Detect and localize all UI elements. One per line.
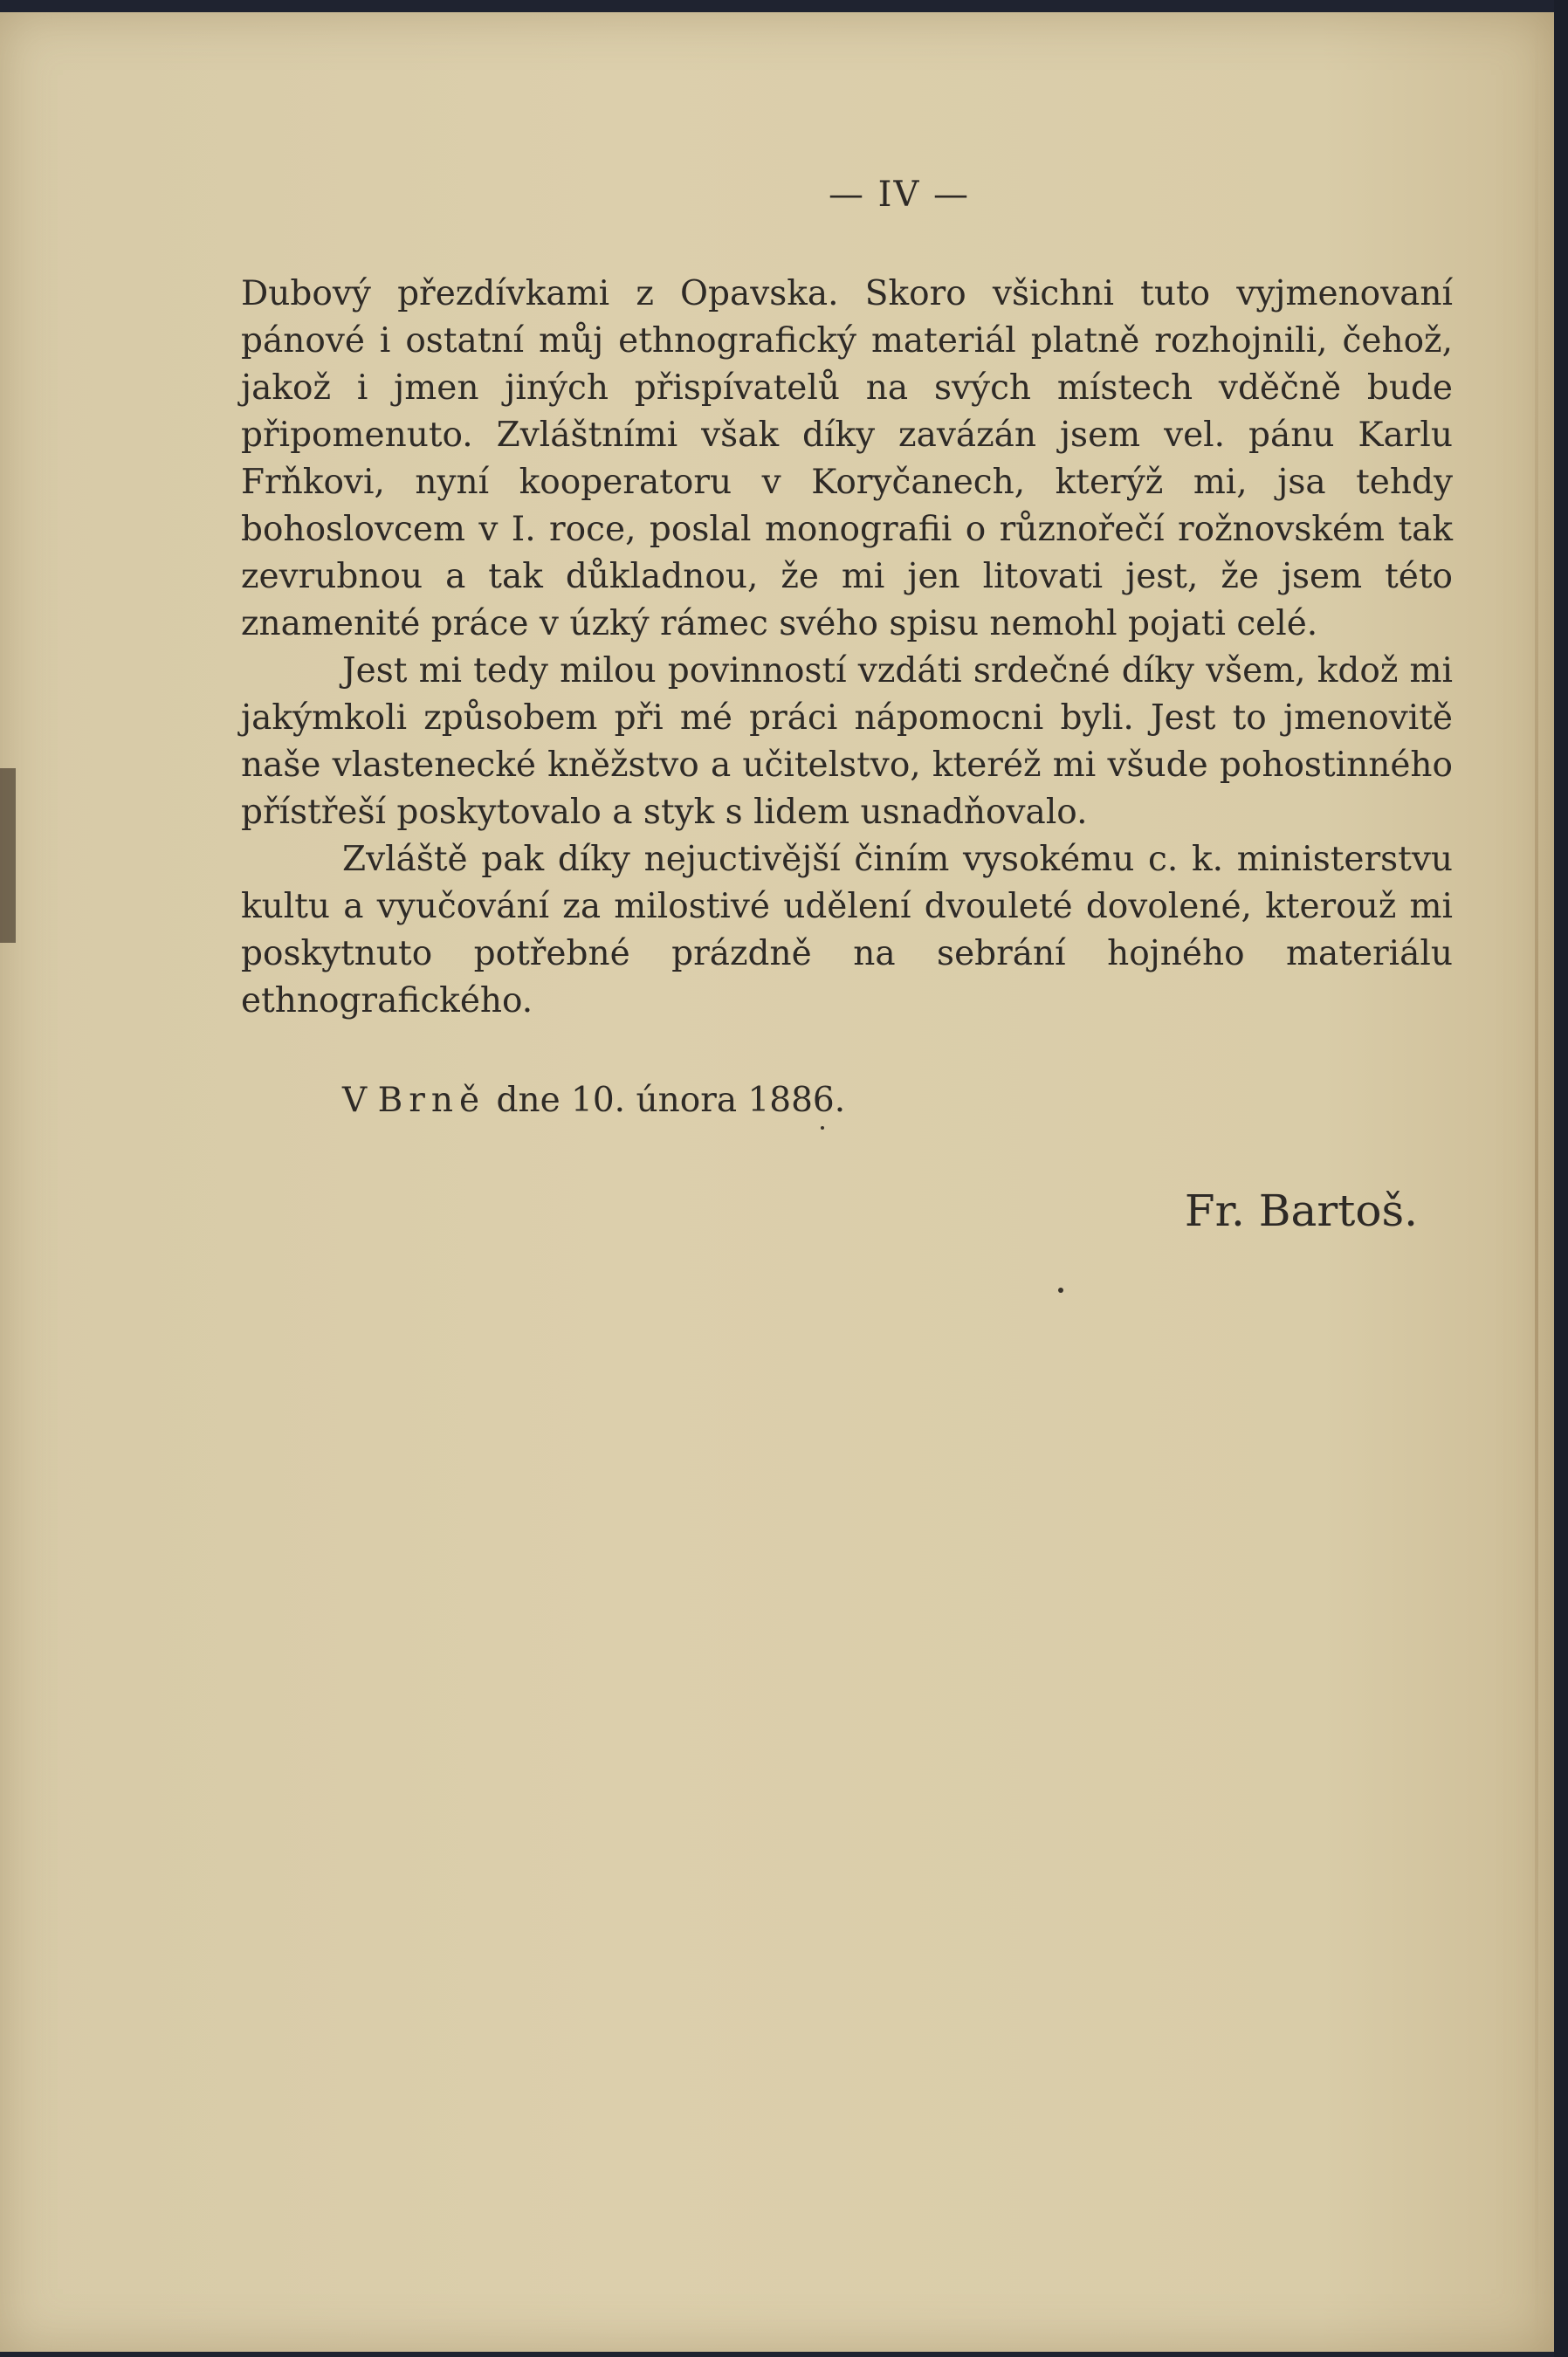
- page-number: — IV —: [828, 175, 971, 215]
- dateline-prefix: V: [342, 1081, 368, 1120]
- dateline: [342, 1077, 1453, 1124]
- page-fold-line: [1535, 12, 1538, 2352]
- paragraph-1: Dubový přezdívkami z Opavska. Skoro všichni tuto vyjmenovaní pánové i ostatní můj ethnografický materiál platně rozhojnili, čehož, jakož i jmen jiných přispívatelů na svých místech vděčně bude připomenuto. Zvláštními však díky zavázán jsem vel. pánu Karlu Frňkovi, nyní kooperatoru v Koryčanech, kterýž mi, jsa tehdy bohoslovcem v I. roce, poslal monografii o různořečí rožnovském tak zevrubnou a tak důkladnou, že mi jen litovati jest, že jsem této znamenité práce v úzký rámec svého spisu nemohl pojati celé.: [241, 274, 1453, 643]
- dateline-city: Brně: [377, 1081, 486, 1120]
- paragraph-2: Jest mi tedy milou povinností vzdáti srdečné díky všem, kdož mi jakýmkoli způsobem při mé práci nápomocni byli. Jest to jmenovitě naše vlastenecké kněžstvo a učitelstvo, kteréž mi všude pohostinného přístřeší poskytovalo a styk s lidem usnadňovalo.: [241, 651, 1453, 832]
- page-right-edge: [1554, 0, 1568, 2357]
- document-page: [241, 175, 1453, 1236]
- ink-speck: [1058, 1288, 1063, 1293]
- page-edge-stain: [0, 768, 16, 943]
- dateline-date: dne 10. února 1886.: [496, 1081, 846, 1120]
- paragraph-3: Zvláště pak díky nejuctivější činím vysokému c. k. ministerstvu kultu a vyučování za milostivé udělení dvouleté dovolené, kterouž mi poskytnuto potřebné prázdně na sebrání hojného materiálu ethnografického.: [241, 840, 1453, 1020]
- author-signature: Fr. Bartoš.: [1184, 1185, 1418, 1236]
